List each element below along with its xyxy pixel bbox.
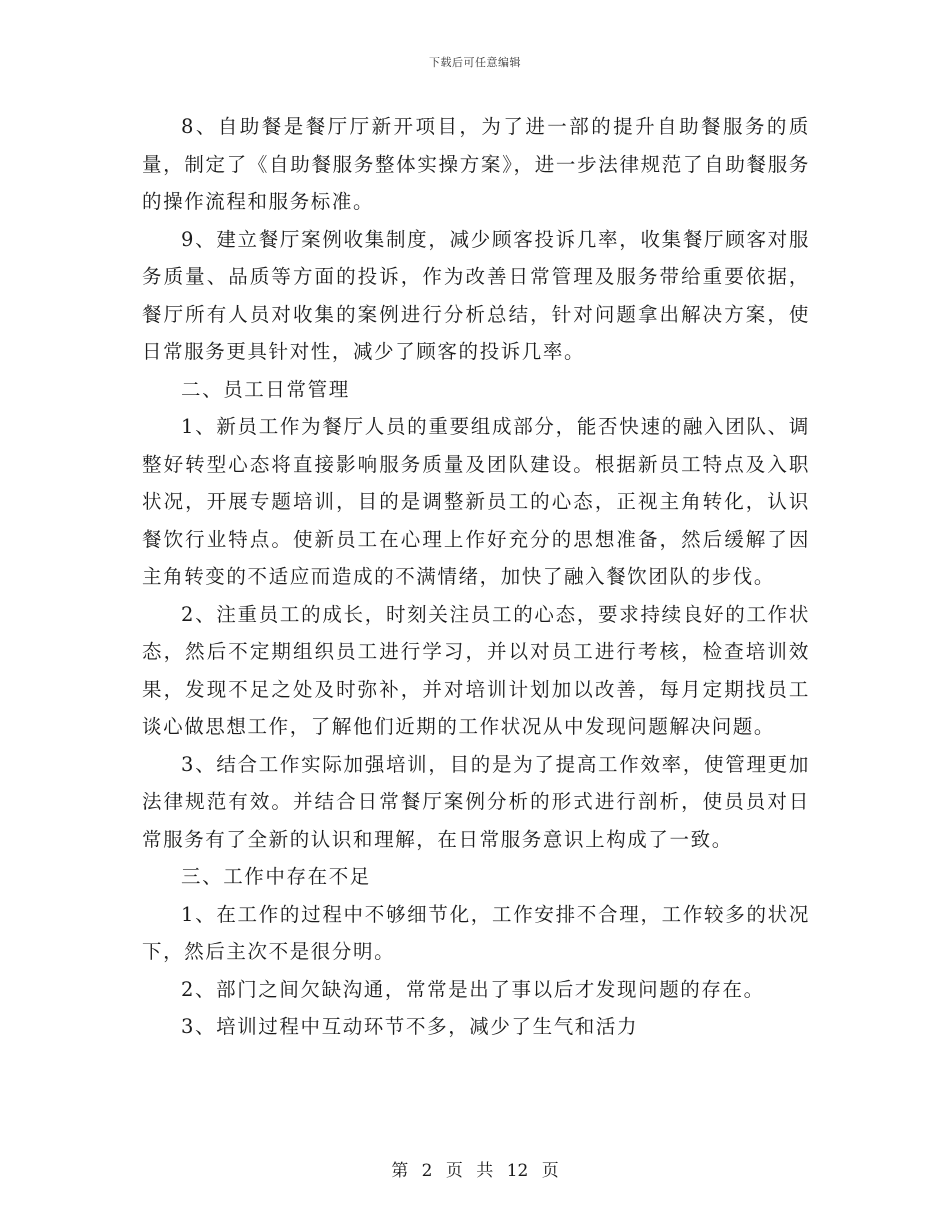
paragraph-staff-3: 3、结合工作实际加强培训，目的是为了提高工作效率，使管理更加法律规范有效。并结合日常餐厅案例分析的形式进行剖析，使员员对日常服务有了全新的认识和理解，在日常服务意识上构成了一致。: [142, 752, 810, 851]
page-header: 下载后可任意编辑: [429, 56, 521, 69]
paragraph-shortcoming-2: 2、部门之间欠缺沟通，常常是出了事以后才发现问题的存在。: [181, 977, 765, 1001]
footer-prefix: 第: [391, 1161, 409, 1181]
paragraph-shortcoming-1: 1、在工作的过程中不够细节化，工作安排不合理，工作较多的状况下，然后主次不是很分明。: [142, 902, 810, 963]
paragraph-staff-1: 1、新员工作为餐厅人员的重要组成部分，能否快速的融入团队、调整好转型心态将直接影响服务质量及团队建设。根据新员工特点及入职状况，开展专题培训，目的是调整新员工的心态，正视主角转化，认识餐饮行业特点。使新员工在心理上作好充分的思想准备，然后缓解了因主角转变的不适应而造成的不满情绪，加快了融入餐饮团队的步伐。: [142, 415, 810, 588]
paragraph-shortcoming-3: 3、培训过程中互动环节不多，减少了生气和活力: [181, 1015, 639, 1038]
footer-total-label: 共: [476, 1161, 494, 1181]
footer-suffix: 页: [541, 1161, 559, 1181]
footer-page-label: 页: [445, 1161, 463, 1181]
paragraph-staff-2: 2、注重员工的成长，时刻关注员工的心态，要求持续良好的工作状态，然后不定期组织员工进行学习，并以对员工进行考核，检查培训效果，发现不足之处及时弥补，并对培训计划加以改善，每月定期找员工谈心做思想工作，了解他们近期的工作状况从中发现问题解决问题。: [142, 602, 810, 738]
page-footer: [0, 1156, 950, 1181]
paragraph-item-8: 8、自助餐是餐厅厅新开项目，为了进一部的提升自助餐服务的质量，制定了《自助餐服务整体实操方案》，进一步法律规范了自助餐服务的操作流程和服务标准。: [142, 115, 810, 213]
section-heading-shortcomings: 三、工作中存在不足: [181, 865, 371, 888]
paragraph-item-9: 9、建立餐厅案例收集制度，减少顾客投诉几率，收集餐厅顾客对服务质量、品质等方面的投诉，作为改善日常管理及服务带给重要依据，餐厅所有人员对收集的案例进行分析总结，针对问题拿出解决方案，使日常服务更具针对性，减少了顾客的投诉几率。: [142, 227, 810, 363]
footer-page-number: 2: [421, 1161, 433, 1181]
footer-total-pages: 12: [506, 1161, 529, 1181]
document-body: [142, 108, 810, 1046]
section-heading-staff-management: 二、员工日常管理: [181, 377, 350, 401]
